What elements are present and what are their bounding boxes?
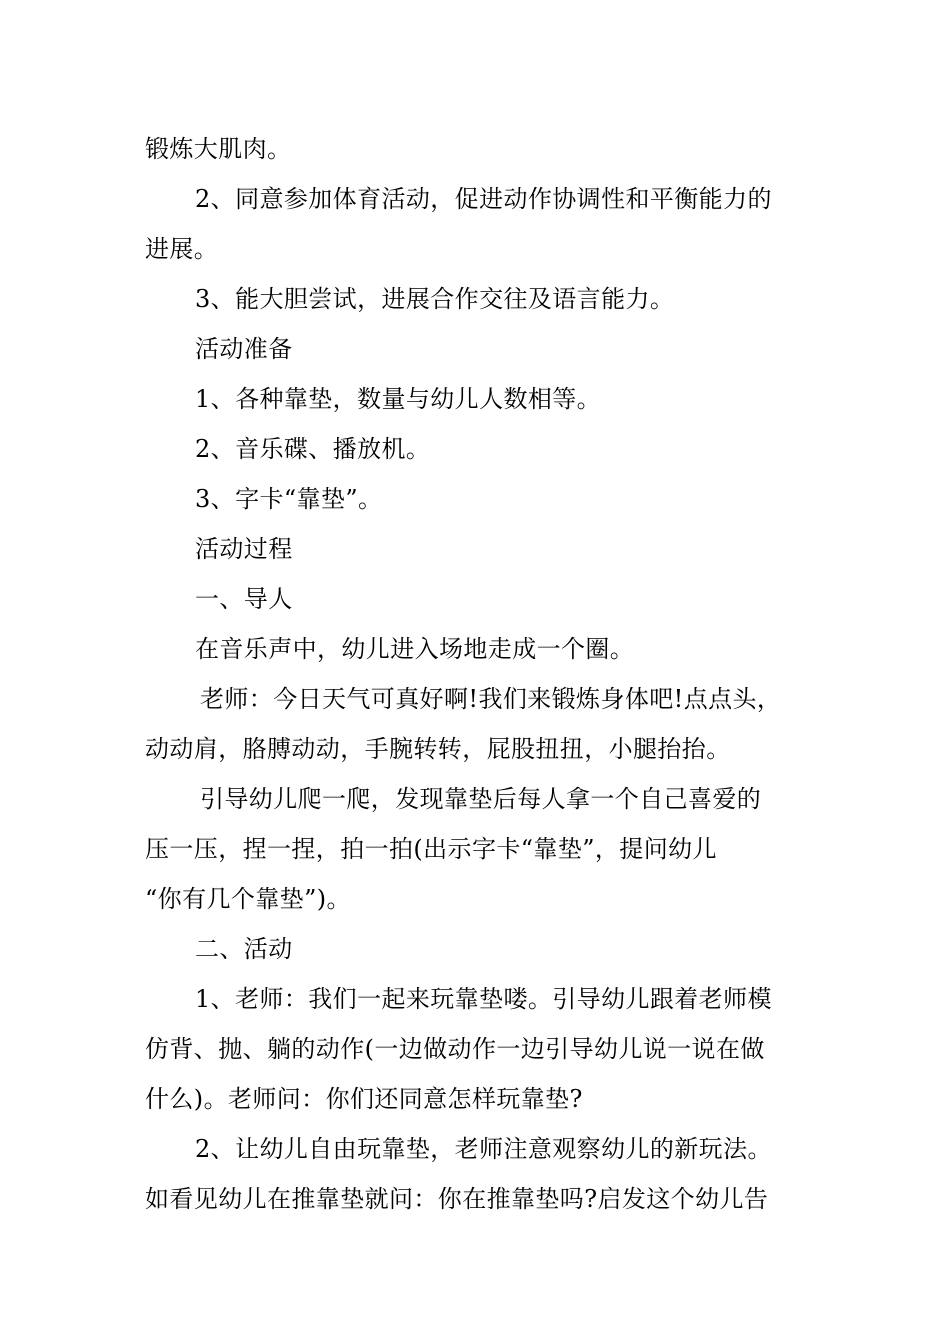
text-line: 进展。 bbox=[145, 235, 219, 263]
section-heading: 活动过程 bbox=[195, 535, 293, 563]
text-line: 1、各种靠垫，数量与幼儿人数相等。 bbox=[195, 385, 602, 413]
text-line: 1、老师：我们一起来玩靠垫喽。引导幼儿跟着老师模 bbox=[195, 985, 772, 1013]
text-line: 3、能大胆尝试，进展合作交往及语言能力。 bbox=[195, 285, 675, 313]
text-line: 仿背、抛、躺的动作(一边做动作一边引导幼儿说一说在做 bbox=[145, 1035, 765, 1063]
text-line: 3、字卡“靠垫”。 bbox=[195, 485, 383, 513]
section-heading: 活动准备 bbox=[195, 335, 293, 363]
text-line: 2、音乐碟、播放机。 bbox=[195, 435, 431, 463]
text-line: 动动肩，胳膊动动，手腕转转，屁股扭扭，小腿抬抬。 bbox=[145, 735, 731, 763]
section-heading: 一、导人 bbox=[195, 585, 293, 613]
text-line: 如看见幼儿在推靠垫就问：你在推靠垫吗?启发这个幼儿告 bbox=[145, 1185, 769, 1213]
text-line: “你有几个靠垫”)。 bbox=[145, 885, 351, 913]
text-line: 锻炼大肌肉。 bbox=[145, 135, 292, 163]
text-line: 引导幼儿爬一爬，发现靠垫后每人拿一个自己喜爱的 bbox=[200, 785, 762, 813]
text-line: 压一压，捏一捏，拍一拍(出示字卡“靠垫”，提问幼儿 bbox=[145, 835, 717, 863]
text-line: 什么)。老师问：你们还同意怎样玩靠垫? bbox=[145, 1085, 583, 1113]
text-line: 老师：今日天气可真好啊!我们来锻炼身体吧!点点头， bbox=[200, 685, 782, 713]
section-heading: 二、活动 bbox=[195, 935, 293, 963]
text-line: 在音乐声中，幼儿进入场地走成一个圈。 bbox=[195, 635, 635, 663]
text-line: 2、同意参加体育活动，促进动作协调性和平衡能力的 bbox=[195, 185, 772, 213]
text-line: 2、让幼儿自由玩靠垫，老师注意观察幼儿的新玩法。 bbox=[195, 1135, 772, 1163]
